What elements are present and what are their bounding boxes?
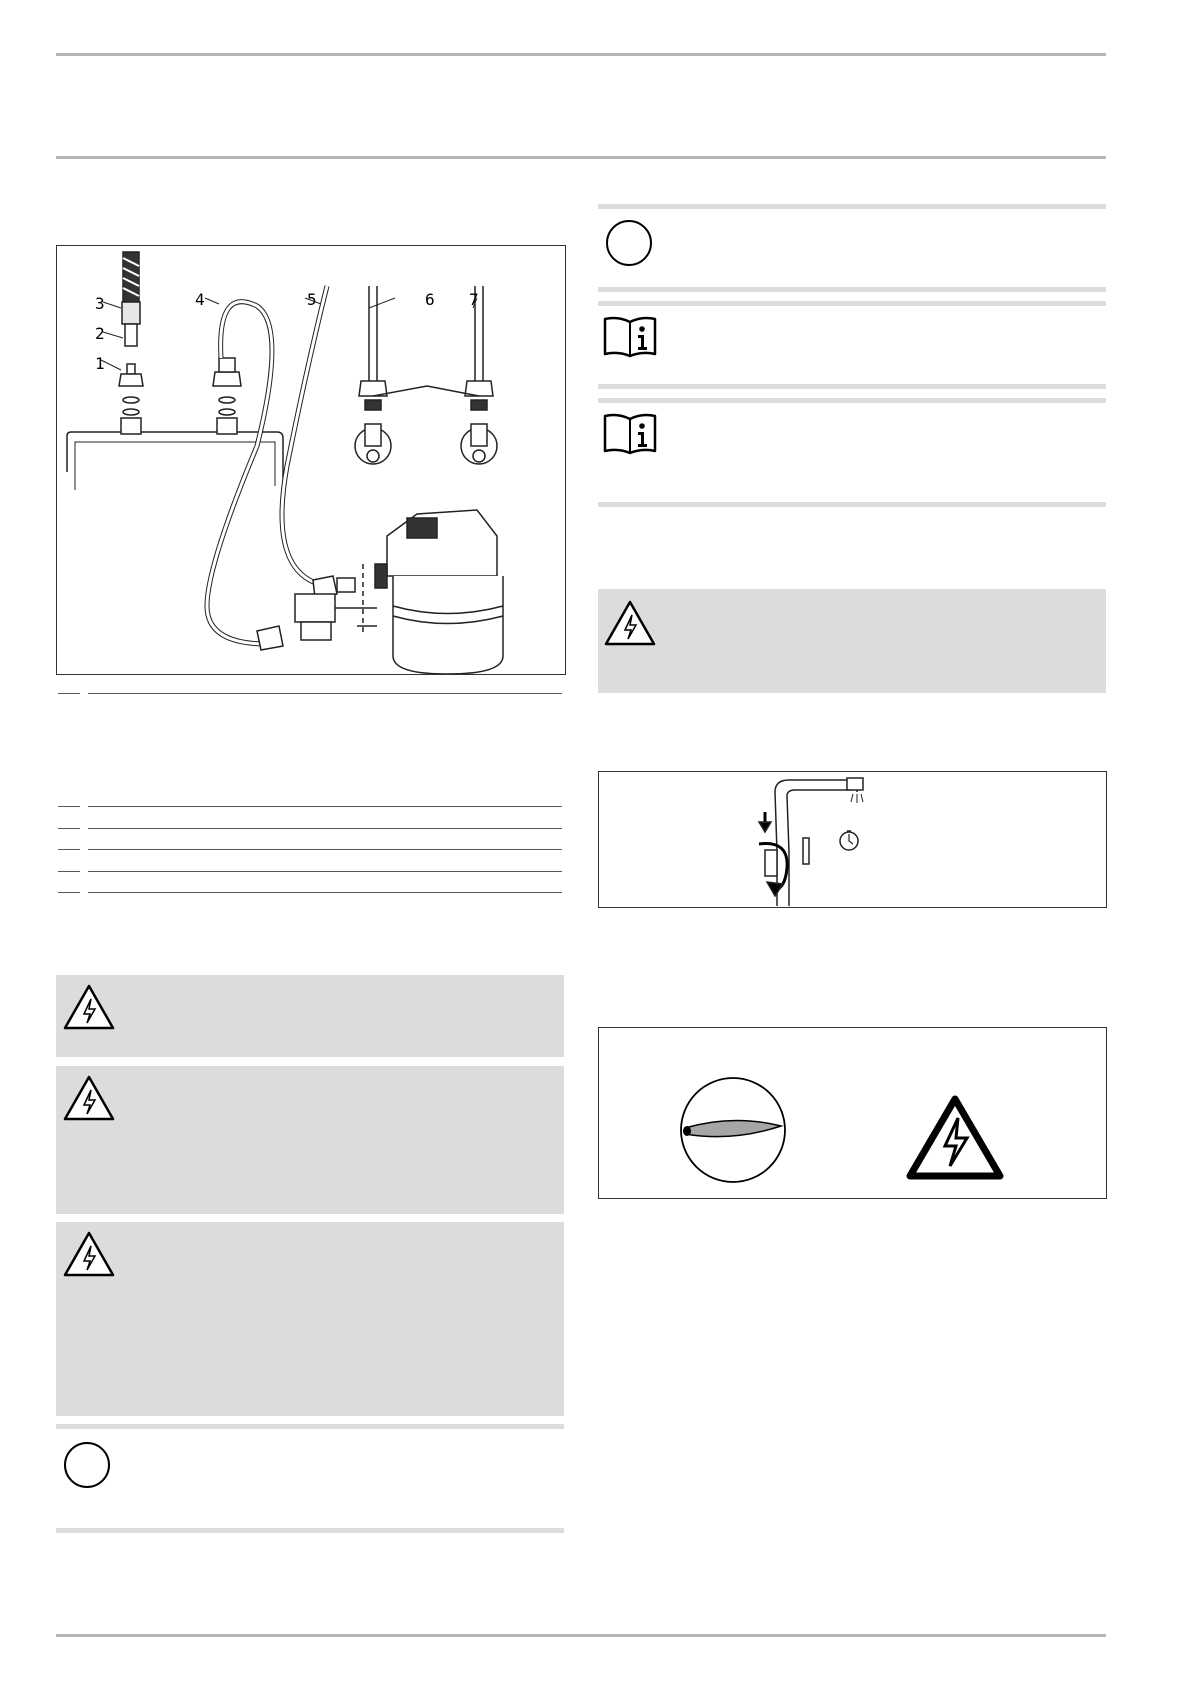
manual-note-bottom-bar [598,502,1106,507]
legend-key-rule [58,806,80,807]
manual-note-bottom-bar [598,384,1106,389]
hose-hazard-figure [598,1027,1107,1199]
header-rule-top [56,53,1106,56]
callout-3: 3 [95,294,105,313]
note-top-bar [598,204,1106,209]
note-bottom-bar [56,1528,564,1533]
hose-cross-section-icon [679,1076,789,1186]
electric-hazard-warning-icon [603,599,657,647]
legend-key-rule [58,849,80,850]
info-circle-icon [604,218,654,268]
installation-drawing [57,246,565,674]
note-top-bar [56,1424,564,1429]
callout-1: 1 [95,354,105,373]
callout-6: 6 [425,290,435,309]
callout-2: 2 [95,324,105,343]
warning-box-3 [56,1222,564,1416]
warning-box-1 [56,975,564,1057]
callout-7: 7 [469,290,479,309]
faucet-flush-figure [598,771,1107,908]
read-manual-icon [602,411,658,455]
legend-rule [88,828,562,829]
note-bottom-bar [598,287,1106,292]
footer-rule [56,1634,1106,1637]
legend-rule [88,892,562,893]
manual-note-top-bar [598,398,1106,403]
manual-note-top-bar [598,301,1106,306]
legend-key-rule [58,693,80,694]
callout-4: 4 [195,290,205,309]
electric-hazard-warning-icon [62,1230,116,1278]
read-manual-icon [602,314,658,358]
info-circle-icon [62,1440,112,1490]
electric-hazard-warning-icon [62,1074,116,1122]
legend-key-rule [58,871,80,872]
warning-box-4 [598,589,1106,693]
electric-hazard-warning-icon [62,983,116,1031]
legend-rule [88,871,562,872]
legend-rule [88,806,562,807]
legend-key-rule [58,828,80,829]
timer-icon [839,831,859,851]
callout-5: 5 [307,290,317,309]
legend-rule [88,849,562,850]
warning-box-2 [56,1066,564,1214]
electric-hazard-warning-icon [905,1094,1005,1182]
legend-rule [88,693,562,694]
header-rule-bottom [56,156,1106,159]
legend-key-rule [58,892,80,893]
installation-figure [56,245,566,675]
